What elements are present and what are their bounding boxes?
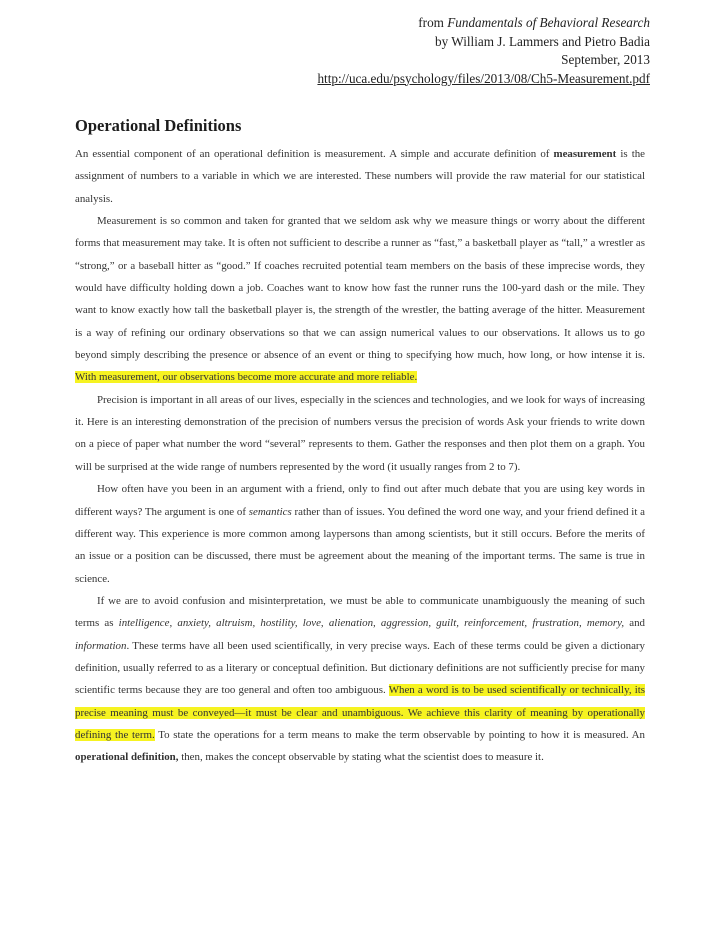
- paragraph-5: [75, 590, 645, 769]
- document-body: [75, 143, 645, 769]
- source-citation: [317, 14, 650, 88]
- bold-term-measurement: measurement: [553, 148, 617, 160]
- paragraph-5-text-d: then, makes the concept observable by stating what the scientist does to measure it.: [178, 751, 544, 764]
- paragraph-1-text-a: An essential component of an operational definition is measurement. A simple and accurate definition of: [75, 148, 554, 160]
- bold-term-operational-definition: operational definition,: [75, 751, 179, 764]
- paragraph-3: Precision is important in all areas of our lives, especially in the sciences and technologies, and we look for ways of increasing it. Here is an interesting demonstration of the precision of numbers versus the precision of words Ask your friends to write down on a piece of paper what number the word “several” represents to them. Gather the responses and then plot them on a graph. You will be surprised at the wide range of numbers represented by the word (it usually ranges from 2 to 7).: [75, 393, 645, 473]
- paragraph-5-text-b: . These terms have all been used scientifically, in very precise ways. Each of these terms could be given a dictionary definition, usually referred to as a literary or conceptual definition. But dictionary definitions are not sufficiently precise for many scientific terms because they are too general and often too ambiguous.: [75, 639, 645, 697]
- highlight-measurement-accuracy: With measurement, our observations become more accurate and more reliable.: [75, 371, 418, 384]
- paragraph-5-and: and: [624, 617, 645, 630]
- paragraph-4-text-c: rather than of issues. You defined the word one way, and your friend defined it a different way. This experience is more common among laypersons than among scientists, but it still occurs. Before the merits of an issue or a position can be discussed, there must be agreement about the meaning of the important terms. The same is true in science.: [75, 505, 645, 585]
- paragraph-1: [75, 143, 645, 210]
- source-book-line: [317, 14, 650, 33]
- source-book-title: Fundamentals of Behavioral Research: [447, 15, 650, 30]
- paragraph-5-text-a: If we are to avoid confusion and misinterpretation, we must be able to communicate unambiguously the meaning of such terms as: [75, 594, 645, 630]
- source-authors: by William J. Lammers and Pietro Badia: [435, 33, 650, 49]
- italic-terms-list: intelligence, anxiety, altruism, hostility, love, alienation, aggression, guilt, reinforcement, frustration, memory,: [118, 617, 625, 630]
- paragraph-4-text-a: How often have you been in an argument with a friend, only to find out after much debate that you are using key words in different ways? The argument is one of: [75, 483, 645, 518]
- source-url-link[interactable]: http://uca.edu/psychology/files/2013/08/Ch5-Measurement.pdf: [317, 70, 650, 86]
- highlight-operational-definition: When a word is to be used scientifically or technically, its precise meaning must be conveyed—it must be clear and unambiguous. We achieve this clarity of meaning by operationally defining the term.: [75, 684, 645, 741]
- section-title: Operational Definitions: [75, 116, 242, 135]
- source-date: September, 2013: [561, 52, 650, 67]
- paragraph-2: [75, 210, 645, 389]
- source-prefix: from: [418, 15, 448, 30]
- paragraph-1-text-c: is the assignment of numbers to a variable in which we are interested. These numbers will provide the raw material for our statistical analysis.: [75, 148, 645, 205]
- paragraph-5-text-c: To state the operations for a term means to make the term observable by pointing to how it is measured. An: [154, 728, 645, 741]
- paragraph-4: [75, 478, 645, 590]
- paragraph-2-text: Measurement is so common and taken for granted that we seldom ask why we measure things or worry about the different forms that measurement may take. It is often not sufficient to describe a runner as “fast,” a basketball player as “tall,” a wrestler as “strong,” or a baseball hitter as “good.” If coaches recruited potential team members on the basis of these imprecise words, they would have difficulty holding down a job. Coaches want to know how fast the runner runs the 100-yard dash or the mile. They want to know exactly how tall the basketball player is, the strength of the wrestler, the batting average of the hitter. Measurement is a way of refining our ordinary observations so that we can assign numerical values to our observations. It allows us to go beyond simply describing the presence or absence of an event or thing to specifying how much, how long, or how intense it is.: [75, 215, 645, 362]
- italic-term-information: information: [75, 639, 127, 652]
- italic-term-semantics: semantics: [248, 505, 292, 518]
